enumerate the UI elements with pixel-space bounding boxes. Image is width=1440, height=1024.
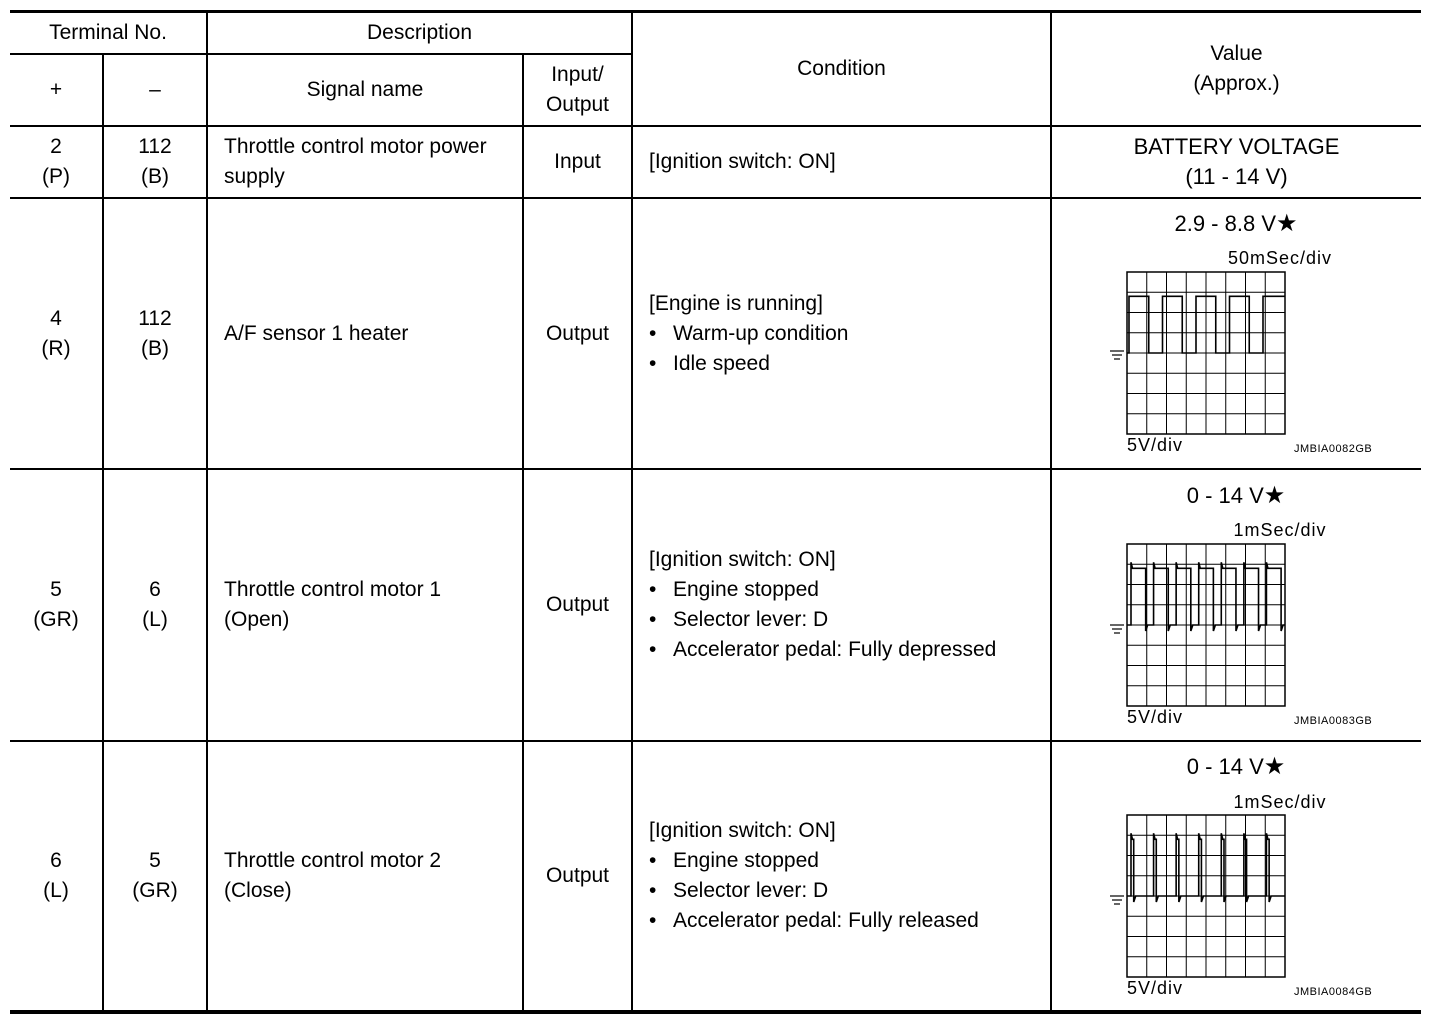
voltage-range-text: 2.9 - 8.8 V [1174, 211, 1276, 236]
voltage-range-text: 0 - 14 V [1186, 483, 1264, 508]
condition-bullet [649, 846, 819, 876]
wire-color: (B) [140, 336, 169, 360]
table-bottom-rule [10, 1010, 1421, 1014]
voltage-range [1086, 752, 1386, 781]
bullet-icon: • [649, 909, 657, 932]
terminal-number: 4 [50, 306, 62, 330]
header-value-line2: (Approx.) [1193, 72, 1280, 95]
time-division: 50mSec/div [1227, 248, 1333, 268]
signal-name-line2: supply [224, 165, 285, 188]
signal-name-line2: (Open) [224, 608, 290, 631]
condition [633, 127, 1050, 197]
signal-name-line1: Throttle control motor 1 [224, 578, 442, 601]
condition-title: [Ignition switch: ON] [649, 819, 836, 842]
header-value-line1: Value [1210, 42, 1263, 65]
plus-terminal [10, 470, 102, 740]
condition-bullet-text: Accelerator pedal: Fully released [673, 909, 979, 932]
header-value [1052, 13, 1421, 125]
condition-bullet [649, 349, 770, 379]
oscilloscope-grid [1126, 543, 1286, 707]
wire-color: (B) [140, 165, 169, 188]
oscilloscope-figure [1052, 199, 1421, 468]
header-io-line1: Input/ [551, 63, 604, 86]
terminal-number: 5 [149, 849, 161, 872]
figure-id: JMBIA0083GB [1294, 715, 1373, 727]
figure-id: JMBIA0084GB [1294, 986, 1373, 998]
oscilloscope-grid [1126, 271, 1286, 435]
terminal-number: 6 [50, 849, 62, 872]
plus-terminal [10, 742, 102, 1010]
condition-bullet-text: Selector lever: D [673, 879, 829, 902]
signal-name-line1: Throttle control motor 2 [224, 849, 442, 872]
oscilloscope-grid [1126, 814, 1286, 978]
signal-name-line1: A/F sensor 1 heater [224, 321, 409, 345]
condition-bullet-text: Idle speed [673, 351, 770, 375]
plus-terminal [10, 199, 102, 468]
time-division: 1mSec/div [1233, 792, 1327, 812]
header-plus [10, 55, 102, 125]
condition-bullet-text: Engine stopped [673, 849, 819, 872]
condition-bullet [649, 319, 848, 349]
io-type [524, 470, 631, 740]
voltage-range [1086, 209, 1386, 238]
header-minus [104, 55, 206, 125]
star-icon: ★ [1263, 753, 1286, 780]
terminal-number: 112 [138, 306, 172, 330]
bullet-icon: • [649, 608, 657, 631]
io-type-label: Output [545, 593, 610, 616]
wire-color: (GR) [33, 608, 79, 631]
minus-terminal [104, 742, 206, 1010]
plus-terminal [10, 127, 102, 197]
io-type [524, 127, 631, 197]
time-division: 1mSec/div [1233, 520, 1327, 540]
condition [633, 470, 1050, 740]
oscilloscope-figure [1052, 742, 1421, 1010]
io-type-label: Output [545, 321, 610, 345]
condition-bullet [649, 906, 979, 936]
value [1052, 127, 1421, 197]
header-description [208, 13, 631, 53]
bullet-icon: • [649, 879, 657, 902]
header-io [524, 55, 631, 125]
terminal-number: 5 [50, 578, 62, 601]
io-type [524, 742, 631, 1010]
condition-title: [Ignition switch: ON] [649, 548, 836, 571]
ground-icon [1108, 894, 1126, 908]
wire-color: (GR) [132, 879, 178, 902]
wire-color: (L) [142, 608, 168, 631]
condition [633, 742, 1050, 1010]
condition-bullet-text: Accelerator pedal: Fully depressed [673, 638, 997, 661]
minus-terminal [104, 199, 206, 468]
value-line1: BATTERY VOLTAGE [1133, 134, 1340, 159]
volt-division: 5V/div [1127, 707, 1184, 727]
terminal-number: 112 [138, 135, 172, 158]
io-type [524, 199, 631, 468]
signal-name [208, 742, 522, 1010]
signal-name-line2: (Close) [224, 879, 292, 902]
signal-name [208, 199, 522, 468]
bullet-icon: • [649, 321, 657, 345]
header-io-line2: Output [545, 93, 610, 116]
condition-title: [Engine is running] [649, 291, 823, 315]
signal-name [208, 127, 522, 197]
header-condition-label: Condition [797, 57, 886, 80]
condition-bullet [649, 605, 828, 635]
minus-terminal [104, 127, 206, 197]
condition-bullet [649, 575, 819, 605]
condition-title: [Ignition switch: ON] [649, 150, 836, 173]
wire-color: (L) [43, 879, 69, 902]
header-signal-name [208, 55, 522, 125]
condition-bullet [649, 635, 996, 665]
voltage-range-text: 0 - 14 V [1186, 754, 1264, 779]
header-plus-label: + [49, 78, 63, 101]
condition-bullet-text: Engine stopped [673, 578, 819, 601]
header-terminal-no [10, 13, 206, 53]
bullet-icon: • [649, 578, 657, 601]
signal-name [208, 470, 522, 740]
ground-icon [1108, 349, 1126, 363]
terminal-number: 2 [50, 135, 62, 158]
header-description-label: Description [366, 21, 473, 44]
minus-terminal [104, 470, 206, 740]
oscilloscope-figure [1052, 470, 1421, 740]
header-signal-name-label: Signal name [306, 78, 424, 101]
condition-bullet-text: Selector lever: D [673, 608, 829, 631]
voltage-range [1086, 481, 1386, 510]
bullet-icon: • [649, 638, 657, 661]
value-line2: (11 - 14 V) [1185, 164, 1288, 189]
signal-name-line1: Throttle control motor power [224, 135, 487, 158]
terminal-number: 6 [149, 578, 161, 601]
figure-id: JMBIA0082GB [1294, 443, 1373, 455]
bullet-icon: • [649, 849, 657, 872]
ground-icon [1108, 623, 1126, 637]
star-icon: ★ [1276, 210, 1298, 237]
star-icon: ★ [1263, 482, 1286, 509]
io-type-label: Input [554, 150, 601, 173]
condition [633, 199, 1050, 468]
volt-division: 5V/div [1127, 435, 1184, 455]
condition-bullet [649, 876, 828, 906]
header-terminal-no-label: Terminal No. [49, 21, 167, 44]
condition-bullet-text: Warm-up condition [673, 321, 849, 345]
header-minus-label: – [149, 78, 161, 101]
io-type-label: Output [545, 864, 610, 887]
header-condition [633, 13, 1050, 125]
wire-color: (P) [42, 165, 70, 188]
wire-color: (R) [41, 336, 71, 360]
volt-division: 5V/div [1127, 978, 1184, 998]
bullet-icon: • [649, 351, 657, 375]
